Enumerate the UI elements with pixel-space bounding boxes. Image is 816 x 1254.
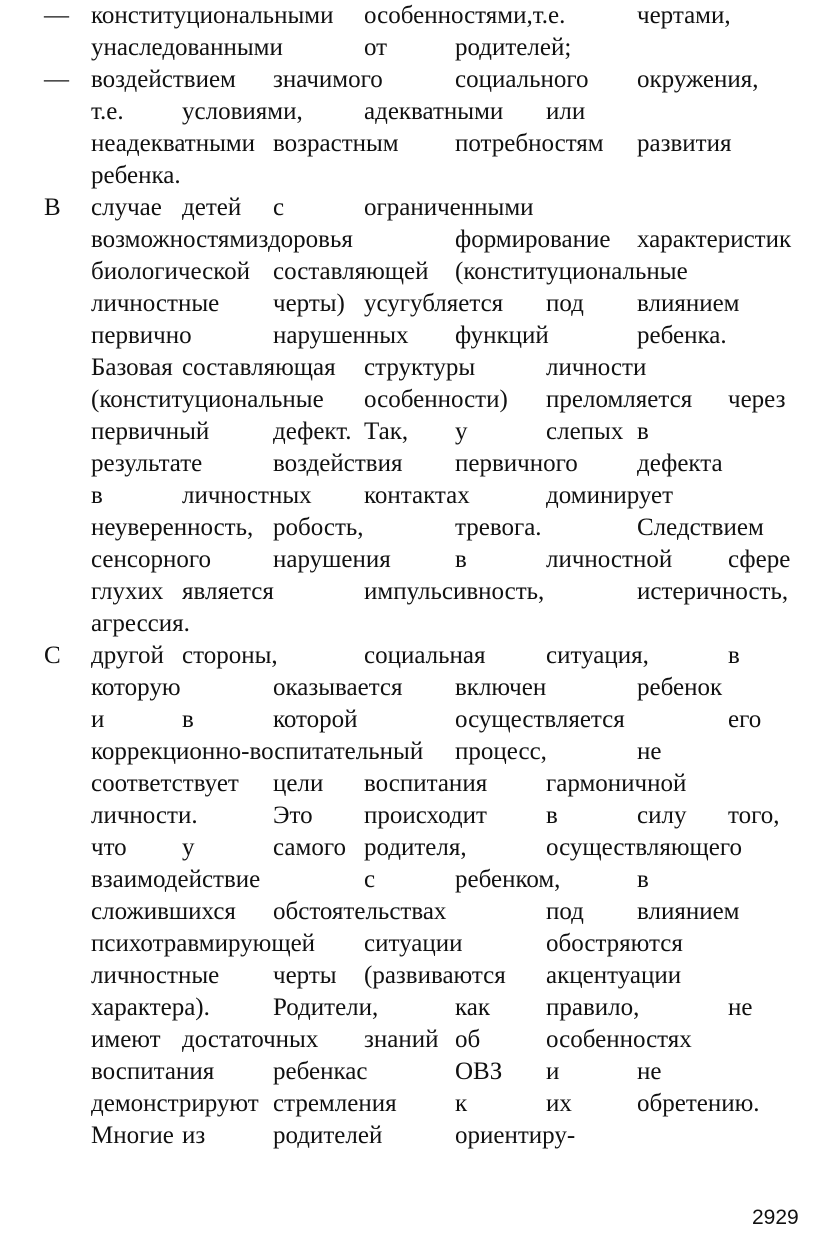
word: потребностям [455,130,604,157]
word: ребенкас [273,1058,368,1085]
word: личностных [182,482,312,509]
word: развития [637,130,732,157]
word: как [455,994,491,1021]
word: личностные [91,962,220,989]
word: обретению. [637,1090,760,1117]
word: ориентиру- [455,1122,576,1149]
word: контактах [364,482,470,509]
word: демонстрируют [91,1090,259,1117]
word: родителей; [455,34,572,61]
word: воздействием [91,66,236,93]
word: первичный [91,418,210,445]
word: Так, [364,418,409,445]
word: значимого [273,66,383,93]
word: соответствует [91,770,239,797]
word: родителей [273,1122,383,1149]
word: воспитания [364,770,488,797]
word: — [44,66,69,93]
word: самого [273,834,346,861]
word: стремления [273,1090,397,1117]
word: от [364,34,388,61]
word: робость, [273,514,364,541]
word: составляющая [182,354,336,381]
word: чертами, [637,2,731,29]
word: силу [637,802,687,829]
page-number: 2929 [752,1206,799,1229]
word: унаследованными [91,34,283,61]
word: особенностях [546,1026,692,1053]
word: ситуации [364,930,463,957]
word: его [728,706,762,733]
word: Родители, [273,994,379,1021]
word: агрессия. [91,610,190,637]
word: у [455,418,468,445]
word: Базовая [91,354,173,381]
word: осуществляющего [546,834,742,861]
word: доминирует [546,482,674,509]
word: ситуация, [546,642,649,669]
word: функций [455,322,549,349]
word: с [273,194,285,221]
word: воздействия [273,450,403,477]
word: и [91,706,105,733]
word: нарушения [273,546,391,573]
word: сфере [728,546,791,573]
word: в [637,866,649,893]
word: правило, [546,994,640,1021]
word: ОВЗ [455,1058,503,1085]
word: преломляется [546,386,693,413]
word: возможностямиздоровья [91,226,353,253]
word: в [455,546,467,573]
word: которую [91,674,181,701]
word: особенности) [364,386,508,413]
word: об [455,1026,481,1053]
word: конституциональными [91,2,334,29]
word: социального [455,66,589,93]
word: (развиваются [364,962,506,989]
word: из [182,1122,206,1149]
word: и [546,1058,560,1085]
word: слепых [546,418,624,445]
word: воспитания [91,1058,215,1085]
word: дефекта [637,450,723,477]
word: возрастным [273,130,399,157]
word: т.е. [91,98,124,125]
word: в [637,418,649,445]
word: родителя, [364,834,467,861]
word: ребенка. [91,162,181,189]
word: Следствием [637,514,764,541]
word: стороны, [182,642,278,669]
word: под [546,290,584,317]
word: Это [273,802,313,829]
word: происходит [364,802,487,829]
word: через [728,386,786,413]
word: адекватными [364,98,504,125]
word: неуверенность, [91,514,254,541]
word: — [44,2,69,29]
word: обстоятельствах [273,898,447,925]
word: их [546,1090,572,1117]
word: неадекватными [91,130,256,157]
word: другой [91,642,164,669]
word: влиянием [637,290,740,317]
word: к [455,1090,468,1117]
word: имеют [91,1026,161,1053]
word: тревога. [455,514,542,541]
word: структуры [364,354,476,381]
word: под [546,898,584,925]
word: окружения, [637,66,759,93]
word: осуществляется [455,706,625,733]
word: социальная [364,642,486,669]
word: (конституциональные [91,386,324,413]
word: нарушенных [273,322,409,349]
word: В [44,194,61,221]
word: сложившихся [91,898,236,925]
word: ограниченными [364,194,534,221]
word: психотравмирующей [91,930,316,957]
word: в [182,706,194,733]
word: характера). [91,994,210,1021]
word: импульсивность, [364,578,545,605]
word: черты) [273,290,345,317]
word: характеристик [637,226,792,253]
word: усугубляется [364,290,504,317]
word: результате [91,450,203,477]
word: личностные [91,290,220,317]
word: первично [91,322,192,349]
word: личностной [546,546,673,573]
word: особенностями,т.е. [364,2,566,29]
word: ребенком, [455,866,561,893]
word: случае [91,194,162,221]
word: в [91,482,103,509]
word: глухих [91,578,164,605]
word: не [728,994,753,1021]
word: условиями, [182,98,303,125]
word: коррекционно-воспитательный [91,738,424,765]
word: не [637,738,662,765]
word: является [182,578,274,605]
word: (конституциональные [455,258,688,285]
word: биологической [91,258,251,285]
word: цели [273,770,324,797]
word: Многие [91,1122,174,1149]
word: гармоничной [546,770,687,797]
word: акцентуации [546,962,682,989]
word: в [728,642,740,669]
word: детей [182,194,242,221]
word: формирование [455,226,611,253]
word: составляющей [273,258,429,285]
word: включен [455,674,547,701]
word: или [546,98,586,125]
word: достаточных [182,1026,319,1053]
word: которой [273,706,358,733]
word: что [91,834,127,861]
word: первичного [455,450,578,477]
word: черты [273,962,337,989]
word: сенсорного [91,546,211,573]
word: истеричность, [637,578,789,605]
word: дефект. [273,418,352,445]
word: в [546,802,558,829]
word: влиянием [637,898,740,925]
word: обостряются [546,930,683,957]
word: личности [546,354,647,381]
word: знаний [364,1026,439,1053]
word: того, [728,802,780,829]
word: с [364,866,376,893]
word: ребенок [637,674,723,701]
word: не [637,1058,662,1085]
word: взаимодействие [91,866,261,893]
word: личности. [91,802,198,829]
word: процесс, [455,738,547,765]
word: ребенка. [637,322,727,349]
word: у [182,834,195,861]
word: оказывается [273,674,403,701]
word: С [44,642,61,669]
